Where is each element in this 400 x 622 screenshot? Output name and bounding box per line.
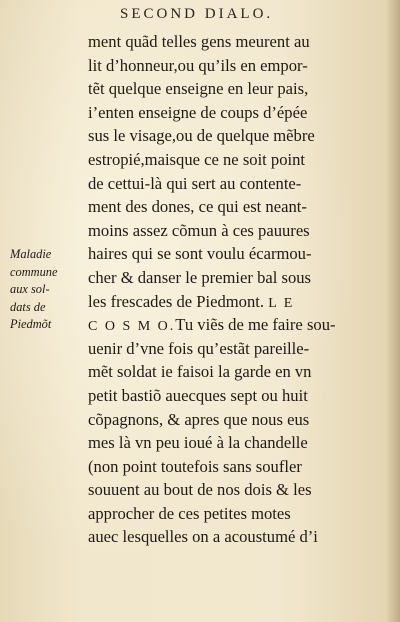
text-line: auec lesquelles on a acoustumé d’i [88, 527, 318, 547]
text-line: (non point toutefois sans soufler [88, 456, 302, 476]
text-line: ment des dones, ce qui est neant- [88, 197, 307, 217]
speaker-name-start: L E [268, 295, 295, 311]
margin-note-line: Piedmõt [10, 317, 52, 332]
text-line: petit bastiõ auecques sept ou huit [88, 385, 308, 405]
text-line: moins assez cõmun à ces pauures [88, 220, 310, 240]
margin-note-line: aux sol- [10, 282, 50, 297]
text-line: ment quãd telles gens meurent au [88, 32, 310, 51]
text-line: i’enten enseigne de coups d’épée [88, 102, 308, 122]
text-line: sus le visage,ou de quelque mẽbre [88, 126, 315, 146]
margin-note-line: Maladie [10, 247, 52, 261]
text-line: de cettui-là qui sert au contente- [88, 173, 302, 193]
text-line: cõpagnons, & apres que nous eus [88, 409, 310, 429]
margin-note-line: commune [10, 264, 58, 279]
text-line: mes là vn peu ioué à la chandelle [88, 433, 308, 453]
text-line-part: Tu viẽs de me faire sou- [175, 315, 336, 335]
text-line: tẽt quelque enseigne en leur pais, [88, 79, 309, 99]
speaker-name-end: C O S M O. [88, 319, 176, 335]
text-line: souuent au bout de nos dois & les [88, 480, 312, 500]
text-line: haires qui se sont voulu écarmou- [88, 244, 312, 264]
text-line [88, 290, 378, 314]
text-line-part: les frescades de Piedmont. [88, 291, 265, 311]
text-line: uenir d’vne fois qu’estãt pareille- [88, 338, 310, 358]
text-line [88, 313, 378, 337]
text-line: mẽt soldat ie faisoi la garde en vn [88, 362, 312, 382]
text-line: cher & danser le premier bal sous [88, 267, 312, 287]
page-edge-shadow [386, 0, 400, 622]
margin-note-line: dats de [10, 299, 46, 314]
text-line: approcher de ces petites motes [88, 503, 291, 523]
text-line: estropié,maisque ce ne soit point [88, 149, 306, 169]
margin-note [10, 246, 86, 334]
body-text [88, 30, 378, 549]
text-line: lit d’honneur,ou qu’ils en empor- [88, 55, 308, 75]
running-header: SECOND DIALO. [120, 6, 274, 22]
